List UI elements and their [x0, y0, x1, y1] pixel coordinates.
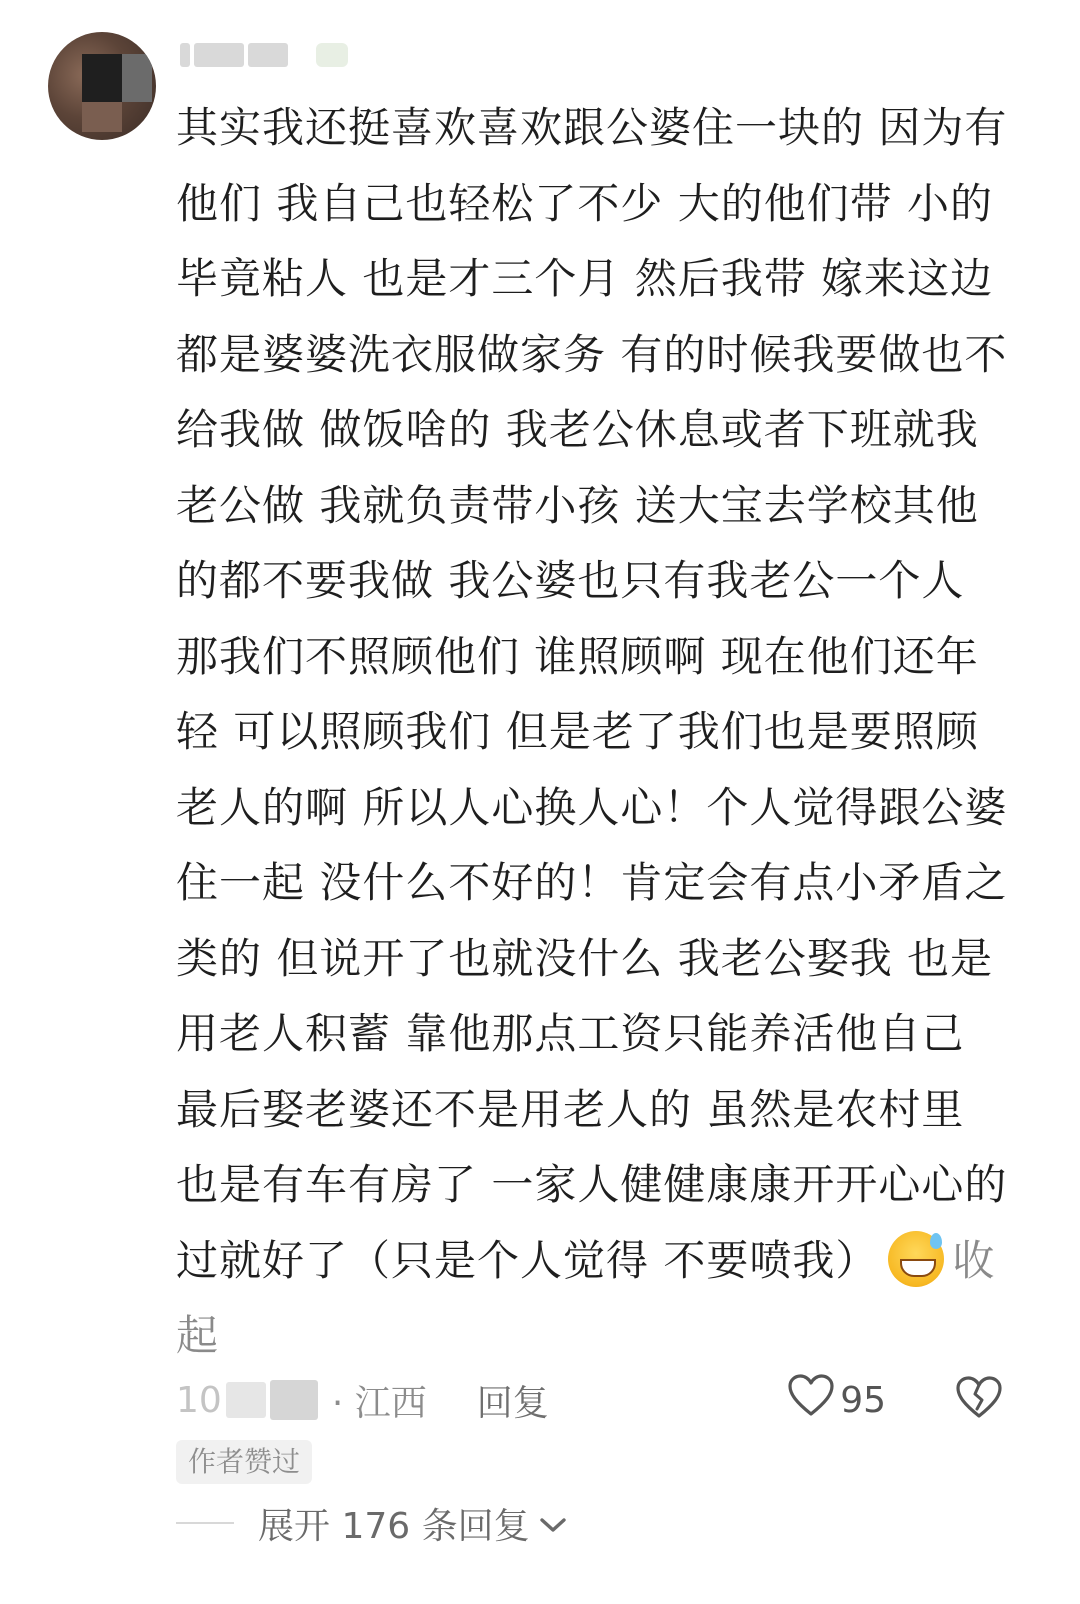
like-button[interactable] — [788, 1372, 886, 1428]
comment-body — [176, 90, 1016, 1374]
like-count: 95 — [840, 1379, 886, 1421]
broken-heart-icon[interactable] — [956, 1376, 1002, 1429]
reply-button[interactable]: 回复 — [476, 1382, 549, 1424]
comment-meta — [176, 1372, 1016, 1428]
heart-icon — [788, 1374, 834, 1427]
comment-date — [176, 1380, 318, 1421]
author-liked-badge: 作者赞过 — [176, 1440, 312, 1484]
avatar[interactable] — [48, 32, 156, 140]
location-label: · 江西 — [331, 1382, 427, 1424]
grinning-sweat-emoji-icon — [888, 1231, 944, 1287]
avatar-mosaic — [82, 54, 122, 102]
expand-replies-label: 展开 176 条回复 — [258, 1505, 530, 1547]
date-text: 10 — [176, 1379, 222, 1421]
collapse-button[interactable]: 收起 — [176, 1235, 996, 1360]
avatar-mosaic — [82, 102, 122, 132]
avatar-mosaic — [122, 54, 152, 102]
comment-text: 其实我还挺喜欢喜欢跟公婆住一块的 因为有他们 我自己也轻松了不少 大的他们带 小的毕竟粘人 也是才三个月 然后我带 嫁来这边都是婆婆洗衣服做家务 有的时候我要做也不给我做 做饭啥的 我老公休息或者下班就我老公做 我就负责带小孩 送大宝去学校其他的都不要我做 我公婆也只有我老公一个人 那我们不照顾他们 谁照顾啊 现在他们还年轻 可以照顾我们 但是老了我们也是要照顾老人的啊 所以人心换人心！个人觉得跟公婆住一起 没什么不好的！肯定会有点小矛盾之类的 但说开了也就没什么 我老公娶我 也是用老人积蓄 靠他那点工资只能养活他自己 最后娶老婆还不是用老人的 虽然是农村里 也是有车有房了 一家人健健康康开开心心的过就好了（只是个人觉得 不要喷我） — [176, 103, 1008, 1285]
divider-line — [176, 1522, 234, 1524]
username-redacted[interactable] — [180, 40, 348, 70]
chevron-down-icon — [538, 1503, 568, 1544]
expand-replies-button[interactable] — [176, 1498, 568, 1548]
